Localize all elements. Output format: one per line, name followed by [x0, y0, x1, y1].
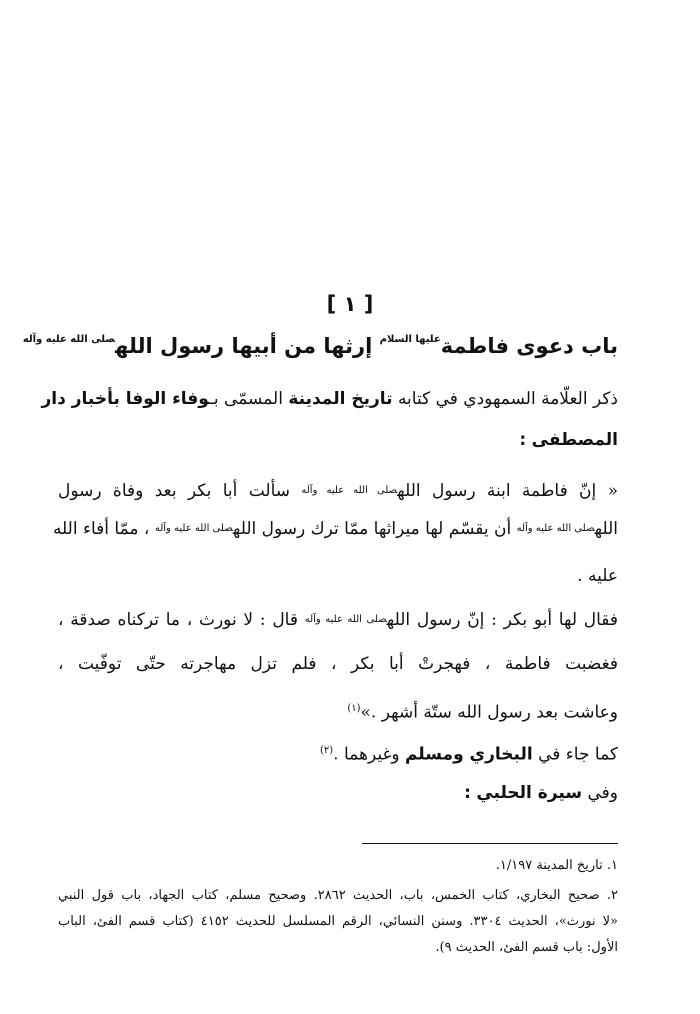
after-line-1 — [58, 739, 618, 767]
honorific-glyph: صلى الله عليه وآله — [304, 614, 387, 625]
footnote-1: ١. تاريخ المدينة ١/١٩٧. — [495, 858, 618, 873]
honorific-glyph: عليها السلام — [379, 334, 441, 345]
chapter-title — [22, 334, 618, 358]
quote-line-1 — [58, 479, 618, 503]
quote-text: عليه . — [577, 566, 618, 586]
quote-text: « إنّ فاطمة ابنة رسول الله — [397, 481, 619, 501]
intro-text: المسمّى بـ — [208, 389, 283, 409]
honorific-glyph: صلى الله عليه وآله — [154, 523, 233, 534]
book-title-wafa: وفاء الوفا بأخبار دار — [41, 389, 209, 409]
footnote-ref-2[interactable]: (٢) — [319, 745, 334, 756]
quote-text: ، ممّا أفاء الله — [52, 519, 150, 539]
footnote-2-line-1: ٢. صحيح البخاري، كتاب الخمس، باب، الحديث ٢٨٦٢. وصحيح مسلم، كتاب الجهاد، باب قول النبي — [58, 888, 619, 903]
honorific-glyph: صلى الله عليه وآله — [22, 334, 116, 345]
quote-text: قال : لا نورث ، ما تركناه صدقة ، — [58, 610, 298, 630]
quote-text: أن يقسّم لها ميراثها ممّا ترك رسول الله — [232, 519, 512, 539]
quote-text: سألت أبا بكر بعد وفاة رسول — [58, 481, 291, 501]
chapter-title-part-2: إرثها من أبيها رسول الله — [115, 334, 373, 358]
quote-line-5 — [58, 652, 618, 676]
book-title-mustafa: المصطفى — [531, 430, 618, 450]
chapter-title-part-1: باب دعوى فاطمة — [440, 334, 618, 358]
chapter-number: [ ١ ] — [326, 292, 374, 316]
quote-line-6 — [58, 697, 618, 725]
intro-line-2 — [58, 428, 618, 452]
body-text: وفي — [587, 783, 618, 803]
after-line-2 — [58, 781, 618, 805]
source-names: البخاري ومسلم — [404, 744, 533, 765]
quote-text: فقال لها أبو بكر : إنّ رسول الله — [386, 610, 619, 630]
intro-text: ذكر العلّامة السمهودي في كتابه — [397, 389, 618, 409]
body-text: كما جاء في — [538, 744, 618, 765]
book-title-tarikh: تاريخ المدينة — [288, 389, 393, 409]
footnote-ref-1[interactable]: (١) — [347, 703, 361, 714]
honorific-glyph: صلى الله عليه وآله — [516, 523, 595, 534]
quote-line-2 — [52, 517, 618, 541]
colon: : — [519, 430, 527, 450]
book-title-sira: سيرة الحلبي — [476, 783, 583, 803]
quote-line-4 — [58, 608, 618, 632]
footnote-separator — [362, 843, 618, 844]
colon: : — [464, 783, 471, 803]
footnote-2-line-3: الأول: باب قسم الفئ، الحديث ٩). — [435, 940, 618, 955]
quote-text: وعاشت بعد رسول الله ستّة أشهر .» — [360, 702, 618, 723]
honorific-glyph: صلى الله عليه وآله — [301, 485, 398, 496]
body-text: وغيرهما . — [333, 744, 400, 765]
footnote-2-line-2: «لا نورث»، الحديث ٣٣٠٤. وسنن النسائي، الرقم المسلسل للحديث ٤١٥٢ (كتاب قسم الفئ، الباب — [58, 914, 619, 929]
quote-text: فغضبت فاطمة ، فهجرتْ أبا بكر ، فلم تزل مهاجرته حتّى توفّيت ، — [58, 654, 618, 674]
intro-line-1 — [41, 387, 618, 411]
quote-line-3 — [58, 564, 618, 588]
quote-text: الله — [594, 519, 618, 539]
